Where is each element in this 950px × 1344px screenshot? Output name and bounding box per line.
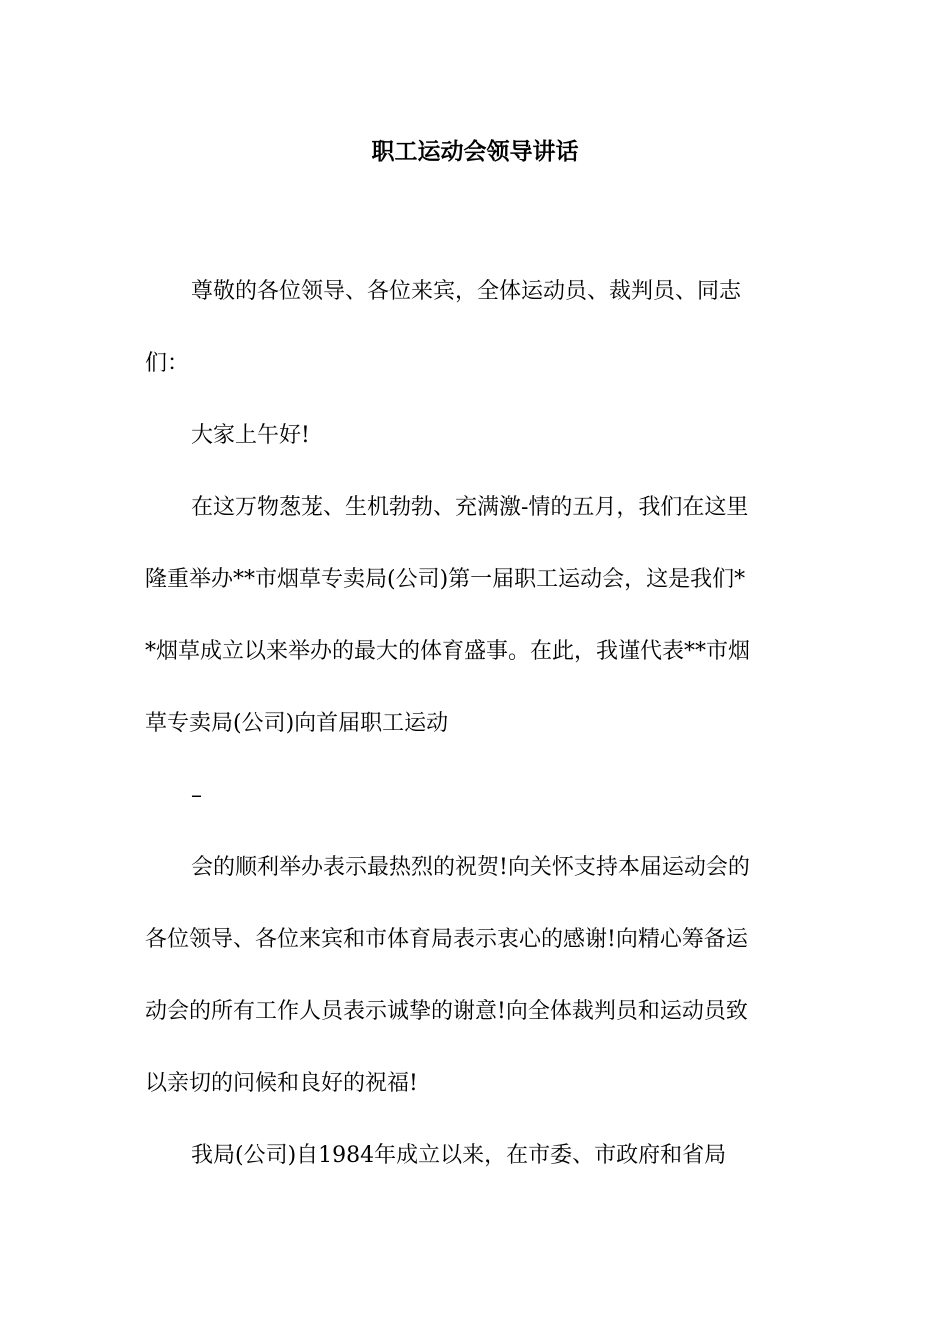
paragraph-1-line-1: 在这万物葱茏、生机勃勃、充满激-情的五月，我们在这里 [191,495,749,520]
paragraph-1 [145,472,805,760]
salutation-line: 大家上午好! [191,423,310,448]
document-body [145,256,805,1192]
paragraph-2-line-3: 动会的所有工作人员表示诚挚的谢意!向全体裁判员和运动员致 [145,999,748,1024]
paragraph-1-line-2: 隆重举办**市烟草专卖局(公司)第一届职工运动会，这是我们* [145,567,746,592]
paragraph-1-line-4: 草专卖局(公司)向首届职工运动 [145,711,449,736]
page-separator [145,760,805,832]
paragraph-3-line-1: 我局(公司)自1984年成立以来，在市委、市政府和省局 [191,1143,727,1168]
paragraph-2-line-1: 会的顺利举办表示最热烈的祝贺!向关怀支持本届运动会的 [191,855,750,880]
document-title: 职工运动会领导讲话 [371,138,579,165]
paragraph-3 [145,1120,805,1192]
paragraph-2 [145,832,805,1120]
paragraph-2-line-4: 以亲切的问候和良好的祝福! [145,1071,418,1096]
paragraph-1-line-3: *烟草成立以来举办的最大的体育盛事。在此，我谨代表**市烟 [145,639,751,664]
salutation-paragraph [145,400,805,472]
greeting-line-1: 尊敬的各位领导、各位来宾，全体运动员、裁判员、同志 [191,279,742,304]
paragraph-2-line-2: 各位领导、各位来宾和市体育局表示衷心的感谢!向精心筹备运 [145,927,748,952]
greeting-paragraph [145,256,805,400]
separator-mark: – [191,783,202,808]
greeting-line-2: 们： [145,351,190,376]
